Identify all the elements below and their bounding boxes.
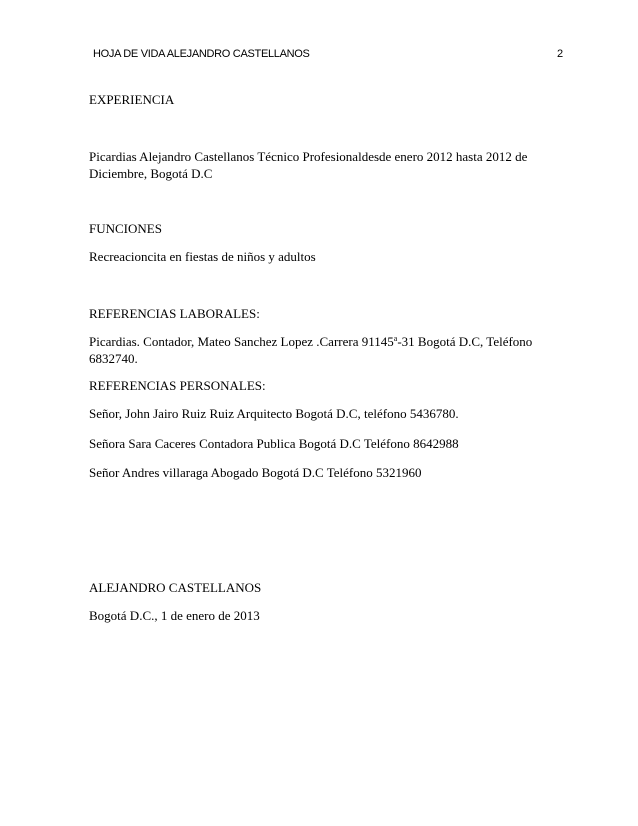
ref-laboral-superscript: a: [393, 334, 398, 343]
referencias-personales-heading: REFERENCIAS PERSONALES:: [89, 378, 266, 393]
referencia-personal-3: Señor Andres villaraga Abogado Bogotá D.C Teléfono 5321960: [89, 465, 422, 480]
referencias-laborales-line-2: 6832740.: [89, 351, 138, 366]
experiencia-heading: EXPERIENCIA: [89, 92, 175, 107]
ref-laboral-text-before: Picardias. Contador, Mateo Sanchez Lopez .Carrera 91145: [89, 334, 394, 349]
experiencia-line-1: Picardias Alejandro Castellanos Técnico Profesionaldesde enero 2012 hasta 2012 de: [89, 149, 528, 164]
page-header-title: HOJA DE VIDA ALEJANDRO CASTELLANOS: [93, 48, 310, 60]
signature-name: ALEJANDRO CASTELLANOS: [89, 580, 262, 595]
signature-place-date: Bogotá D.C., 1 de enero de 2013: [89, 608, 260, 623]
referencia-personal-1: Señor, John Jairo Ruiz Ruiz Arquitecto Bogotá D.C, teléfono 5436780.: [89, 406, 459, 421]
funciones-text: Recreacioncita en fiestas de niños y adultos: [89, 249, 316, 264]
experiencia-line-2: Diciembre, Bogotá D.C: [89, 166, 213, 181]
referencia-personal-2: Señora Sara Caceres Contadora Publica Bogotá D.C Teléfono 8642988: [89, 436, 459, 451]
funciones-heading: FUNCIONES: [89, 221, 162, 236]
referencias-laborales-heading: REFERENCIAS LABORALES:: [89, 306, 260, 321]
referencias-laborales-line-1: [89, 334, 532, 350]
ref-laboral-text-after: -31 Bogotá D.C, Teléfono: [397, 334, 533, 349]
page-number: 2: [557, 48, 564, 60]
